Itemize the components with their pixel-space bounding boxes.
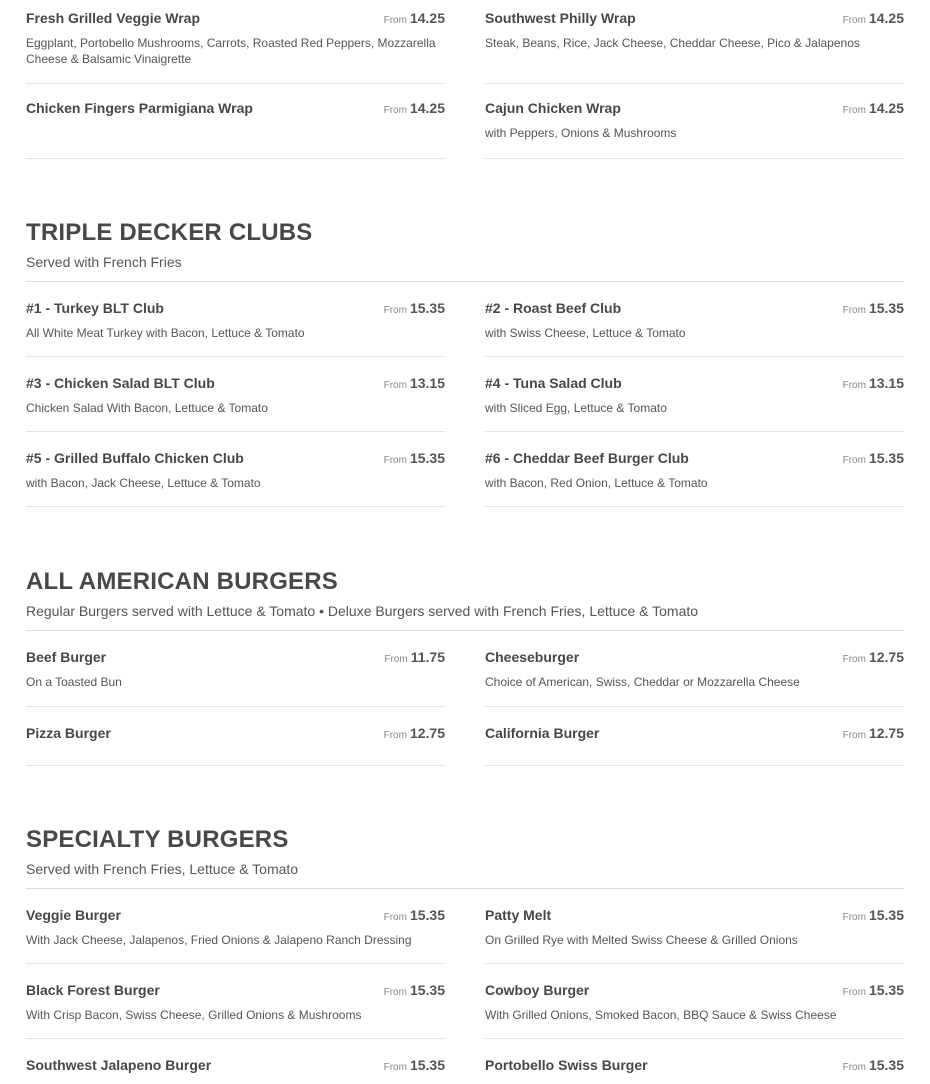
section-subtitle: Served with French Fries, Lettuce & Tomato: [26, 861, 299, 877]
item-name: Cheeseburger: [485, 649, 580, 665]
price-value: 14.25: [868, 10, 904, 26]
item-description: Steak, Beans, Rice, Jack Cheese, Cheddar Cheese, Pico & Jalapenos: [485, 36, 860, 50]
wraps-grid: [26, 10, 904, 159]
price-value: 15.35: [409, 907, 445, 923]
item-description: with Swiss Cheese, Lettuce & Tomato: [485, 326, 686, 340]
item-name: Beef Burger: [26, 649, 107, 665]
menu-item[interactable]: [26, 889, 445, 964]
price-value: 15.35: [409, 1057, 445, 1073]
item-name: Black Forest Burger: [26, 982, 160, 998]
price-value: 15.35: [868, 450, 904, 466]
item-header: [485, 982, 904, 1000]
menu-item[interactable]: [26, 432, 445, 507]
item-header: [485, 375, 904, 393]
price-from-label: From: [383, 305, 407, 316]
price-from-label: From: [842, 730, 866, 741]
item-name: Southwest Philly Wrap: [485, 10, 636, 26]
item-price: [384, 725, 445, 743]
item-header: [485, 1057, 904, 1075]
menu-item[interactable]: [485, 10, 904, 84]
item-description: Chicken Salad With Bacon, Lettuce & Tomato: [26, 401, 268, 415]
section-all-american-burgers: [26, 568, 904, 766]
item-header: [26, 450, 445, 468]
price-from-label: From: [842, 380, 866, 391]
menu-item[interactable]: [26, 631, 445, 707]
menu-item[interactable]: [485, 432, 904, 507]
item-description: with Bacon, Jack Cheese, Lettuce & Tomato: [26, 476, 261, 490]
menu-item[interactable]: [485, 631, 904, 707]
item-header: [485, 725, 904, 743]
item-header: [485, 649, 904, 667]
price-from-label: From: [842, 305, 866, 316]
specialty-right-column: [485, 889, 904, 1084]
price-from-label: From: [842, 105, 866, 116]
menu-item[interactable]: [485, 1039, 904, 1084]
item-price: [843, 375, 904, 393]
wraps-left-column: [26, 10, 445, 159]
price-from-label: From: [383, 1062, 407, 1073]
menu-item[interactable]: [26, 1039, 445, 1084]
price-value: 15.35: [868, 982, 904, 998]
item-price: [843, 725, 904, 743]
item-header: [485, 907, 904, 925]
menu-item[interactable]: [485, 889, 904, 964]
menu-item[interactable]: [485, 964, 904, 1039]
item-price: [384, 1057, 445, 1075]
item-price: [384, 649, 445, 667]
price-from-label: From: [842, 15, 866, 26]
item-name: #5 - Grilled Buffalo Chicken Club: [26, 450, 244, 466]
section-header: [26, 219, 904, 282]
price-value: 14.25: [868, 100, 904, 116]
menu-item[interactable]: [26, 357, 445, 432]
menu-item[interactable]: [26, 707, 445, 766]
item-price: [843, 1057, 904, 1075]
menu-item[interactable]: [485, 357, 904, 432]
item-price: [843, 10, 904, 28]
price-value: 15.35: [868, 300, 904, 316]
price-from-label: From: [383, 15, 407, 26]
item-header: [485, 450, 904, 468]
item-price: [384, 982, 445, 1000]
item-price: [843, 100, 904, 118]
price-from-label: From: [842, 1062, 866, 1073]
price-from-label: From: [383, 105, 407, 116]
item-price: [384, 907, 445, 925]
menu-item[interactable]: [26, 84, 445, 159]
specialty-grid: [26, 889, 904, 1084]
menu-item[interactable]: [26, 10, 445, 84]
item-description: Eggplant, Portobello Mushrooms, Carrots, Roasted Red Peppers, Mozzarella Cheese & Balsamic Vinaigrette: [26, 36, 436, 66]
item-name: #1 - Turkey BLT Club: [26, 300, 164, 316]
item-name: Chicken Fingers Parmigiana Wrap: [26, 100, 253, 116]
item-description: With Crisp Bacon, Swiss Cheese, Grilled Onions & Mushrooms: [26, 1008, 362, 1022]
wraps-right-column: [485, 10, 904, 159]
item-name: Portobello Swiss Burger: [485, 1057, 648, 1073]
item-header: [26, 649, 445, 667]
item-name: Cajun Chicken Wrap: [485, 100, 621, 116]
price-from-label: From: [384, 654, 408, 665]
price-value: 15.35: [409, 450, 445, 466]
item-description: All White Meat Turkey with Bacon, Lettuce & Tomato: [26, 326, 305, 340]
item-name: #6 - Cheddar Beef Burger Club: [485, 450, 689, 466]
item-name: Cowboy Burger: [485, 982, 590, 998]
item-header: [485, 100, 904, 118]
menu-item[interactable]: [485, 282, 904, 357]
item-header: [26, 375, 445, 393]
clubs-left-column: [26, 282, 445, 507]
section-title: TRIPLE DECKER CLUBS: [26, 219, 313, 246]
menu-item[interactable]: [485, 707, 904, 766]
item-description: On Grilled Rye with Melted Swiss Cheese & Grilled Onions: [485, 933, 798, 947]
price-from-label: From: [383, 730, 407, 741]
price-value: 11.75: [410, 649, 445, 665]
item-price: [384, 100, 445, 118]
item-price: [843, 982, 904, 1000]
price-from-label: From: [383, 380, 407, 391]
item-header: [26, 100, 445, 118]
price-value: 15.35: [409, 982, 445, 998]
clubs-grid: [26, 282, 904, 507]
american-grid: [26, 631, 904, 766]
item-header: [26, 1057, 445, 1075]
price-from-label: From: [842, 912, 866, 923]
section-specialty-burgers: [26, 826, 904, 1084]
section-subtitle: Served with French Fries: [26, 254, 182, 270]
price-value: 12.75: [409, 725, 445, 741]
price-value: 14.25: [409, 100, 445, 116]
item-name: #2 - Roast Beef Club: [485, 300, 622, 316]
american-right-column: [485, 631, 904, 766]
item-description: with Peppers, Onions & Mushrooms: [485, 126, 677, 140]
specialty-left-column: [26, 889, 445, 1084]
item-description: with Bacon, Red Onion, Lettuce & Tomato: [485, 476, 708, 490]
item-description: with Sliced Egg, Lettuce & Tomato: [485, 401, 667, 415]
price-from-label: From: [383, 987, 407, 998]
price-from-label: From: [842, 455, 866, 466]
item-name: Southwest Jalapeno Burger: [26, 1057, 212, 1073]
section-wraps: [26, 10, 904, 159]
price-value: 15.35: [868, 907, 904, 923]
price-value: 14.25: [409, 10, 445, 26]
item-name: Fresh Grilled Veggie Wrap: [26, 10, 201, 26]
item-price: [843, 649, 904, 667]
item-header: [26, 10, 445, 28]
price-value: 13.15: [409, 375, 445, 391]
item-name: Pizza Burger: [26, 725, 111, 741]
item-header: [485, 10, 904, 28]
item-name: Patty Melt: [485, 907, 552, 923]
item-description: On a Toasted Bun: [26, 675, 122, 689]
price-value: 15.35: [868, 1057, 904, 1073]
menu-item[interactable]: [485, 84, 904, 159]
item-header: [26, 907, 445, 925]
price-from-label: From: [842, 654, 866, 665]
clubs-right-column: [485, 282, 904, 507]
item-name: California Burger: [485, 725, 600, 741]
item-price: [843, 300, 904, 318]
item-name: #4 - Tuna Salad Club: [485, 375, 622, 391]
price-value: 15.35: [409, 300, 445, 316]
american-left-column: [26, 631, 445, 766]
item-name: #3 - Chicken Salad BLT Club: [26, 375, 215, 391]
item-price: [384, 10, 445, 28]
price-from-label: From: [842, 987, 866, 998]
section-header: [26, 568, 904, 631]
item-header: [26, 982, 445, 1000]
item-description: Choice of American, Swiss, Cheddar or Mozzarella Cheese: [485, 675, 800, 689]
menu-item[interactable]: [26, 964, 445, 1039]
section-title: ALL AMERICAN BURGERS: [26, 568, 339, 595]
item-price: [384, 450, 445, 468]
section-header: [26, 826, 904, 889]
item-price: [843, 450, 904, 468]
item-price: [384, 300, 445, 318]
price-from-label: From: [383, 912, 407, 923]
item-description: With Grilled Onions, Smoked Bacon, BBQ Sauce & Swiss Cheese: [485, 1008, 837, 1022]
item-description: With Jack Cheese, Jalapenos, Fried Onions & Jalapeno Ranch Dressing: [26, 933, 412, 947]
price-value: 12.75: [868, 649, 904, 665]
item-header: [26, 725, 445, 743]
item-price: [384, 375, 445, 393]
section-title: SPECIALTY BURGERS: [26, 826, 289, 853]
item-header: [485, 300, 904, 318]
menu-item[interactable]: [26, 282, 445, 357]
section-subtitle: Regular Burgers served with Lettuce & Tomato • Deluxe Burgers served with French Fries, Lettuce & Tomato: [26, 603, 699, 619]
item-price: [843, 907, 904, 925]
price-value: 13.15: [868, 375, 904, 391]
price-value: 12.75: [868, 725, 904, 741]
item-header: [26, 300, 445, 318]
section-triple-decker-clubs: [26, 219, 904, 507]
price-from-label: From: [383, 455, 407, 466]
item-name: Veggie Burger: [26, 907, 121, 923]
